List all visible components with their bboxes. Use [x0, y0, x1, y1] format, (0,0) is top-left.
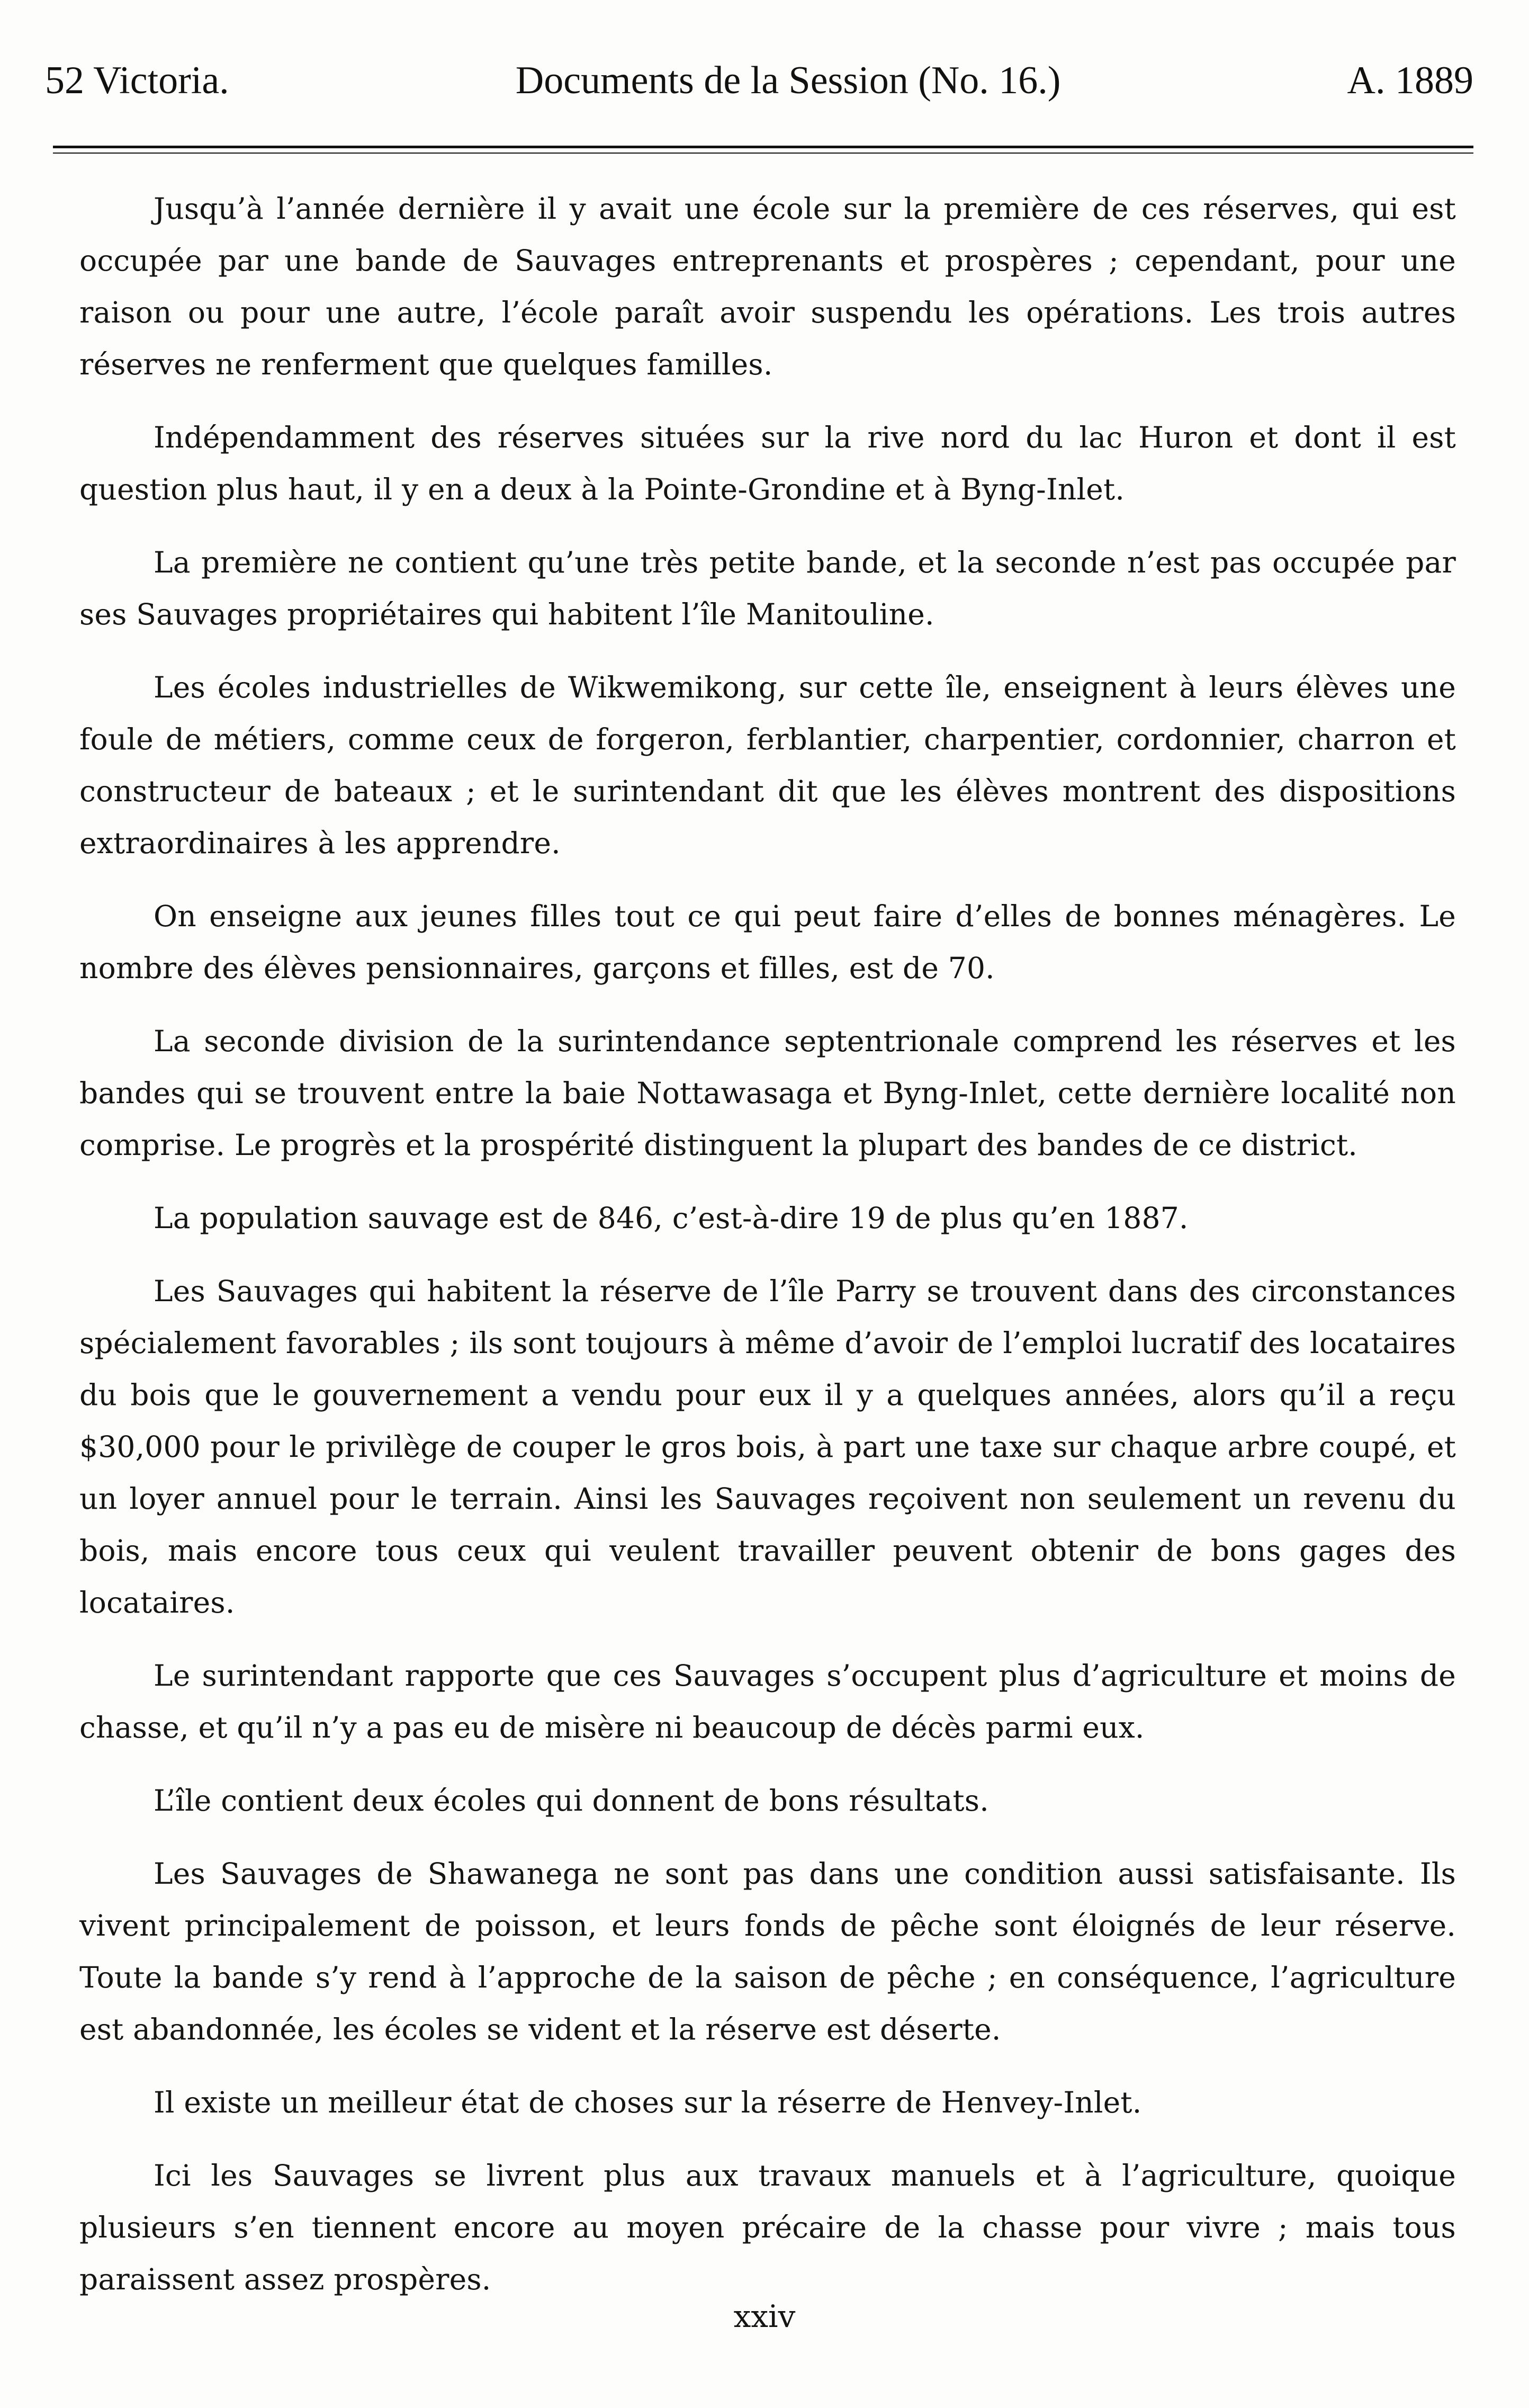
header-title: Documents de la Session (No. 16.) [515, 59, 1061, 102]
header-rule [53, 146, 1473, 154]
paragraph: Les écoles industrielles de Wikwemikong, sur cette île, enseignent à leurs élèves une foule de métiers, comme ceux de forgeron, ferblantier, charpentier, cordonnier, charron et constructeur de bateaux ; et le surintendant dit que les élèves montrent des dispositions extraordinaires à les apprendre. [79, 670, 1456, 860]
paragraph: L’île contient deux écoles qui donnent de bons résultats. [154, 1784, 989, 1818]
header-regnal-year: 52 Victoria. [45, 59, 229, 102]
paragraph: Le surintendant rapporte que ces Sauvages s’occupent plus d’agriculture et moins de chasse, et qu’il n’y a pas eu de misère ni beaucoup de décès parmi eux. [79, 1659, 1456, 1744]
paragraph: La population sauvage est de 846, c’est-à-dire 19 de plus qu’en 1887. [154, 1201, 1189, 1235]
paragraph: La seconde division de la surintendance septentrionale comprend les réserves et les bandes qui se trouvent entre la baie Nottawasaga et Byng-Inlet, cette dernière localité non comprise. Le progrès et la prospérité distinguent la plupart des bandes de ce district. [79, 1024, 1456, 1162]
paragraph: Il existe un meilleur état de choses sur la réserre de Henvey-Inlet. [154, 2085, 1142, 2119]
running-header [45, 58, 1473, 117]
body-text [79, 183, 1456, 2326]
paragraph: La première ne contient qu’une très petite bande, et la seconde n’est pas occupée par ses Sauvages propriétaires qui habitent l’île Manitouline. [79, 545, 1456, 631]
paragraph: Les Sauvages qui habitent la réserve de l’île Parry se trouvent dans des circonstances spécialement favorables ; ils sont toujours à même d’avoir de l’emploi lucratif des locataires du bois que le gouvernement a vendu pour eux il y a quelques années, alors qu’il a reçu $30,000 pour le privilège de couper le gros bois, à part une taxe sur chaque arbre coupé, et un loyer annuel pour le terrain. Ainsi les Sauvages reçoivent non seulement un revenu du bois, mais encore tous ceux qui veulent travailler peuvent obtenir de bons gages des locataires. [79, 1274, 1456, 1619]
paragraph: Indépendamment des réserves situées sur la rive nord du lac Huron et dont il est question plus haut, il y en a deux à la Pointe-Grondine et à Byng-Inlet. [79, 420, 1456, 506]
paragraph: Ici les Sauvages se livrent plus aux travaux manuels et à l’agriculture, quoique plusieurs s’en tiennent encore au moyen précaire de la chasse pour vivre ; mais tous paraissent assez prospères. [79, 2159, 1456, 2296]
paragraph: Jusqu’à l’année dernière il y avait une école sur la première de ces réserves, qui est occupée par une bande de Sauvages entreprenants et prospères ; cependant, pour une raison ou pour une autre, l’école paraît avoir suspendu les opérations. Les trois autres réserves ne renferment que quelques familles. [79, 192, 1456, 381]
paragraph: Les Sauvages de Shawanega ne sont pas dans une condition aussi satisfaisante. Ils vivent principalement de poisson, et leurs fonds de pêche sont éloignés de leur réserve. Toute la bande s’y rend à l’approche de la saison de pêche ; en conséquence, l’agriculture est abandonnée, les écoles se vident et la réserve est déserte. [79, 1857, 1456, 2046]
page-number: xxiv [733, 2298, 796, 2334]
header-year: A. 1889 [1347, 59, 1473, 102]
paragraph: On enseigne aux jeunes filles tout ce qui peut faire d’elles de bonnes ménagères. Le nombre des élèves pensionnaires, garçons et filles, est de 70. [79, 899, 1456, 985]
